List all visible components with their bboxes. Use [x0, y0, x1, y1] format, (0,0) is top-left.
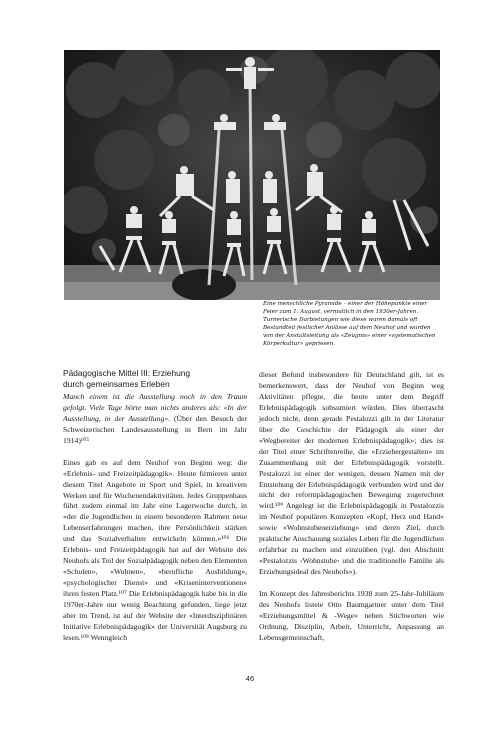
section-heading-line: durch gemeinsames Erleben	[63, 378, 170, 389]
human-pyramid-photo	[64, 50, 440, 300]
caption-line: Turnerische Darbietungen wie diese waren damals oft	[263, 317, 418, 324]
caption-line: Feier zum 1. August, vermutlich in den 1930er-Jahren.	[263, 309, 419, 316]
section-heading	[63, 368, 247, 389]
intro-quote-text: Traum gefolgt. Viele Tage hörte man nichts anderes als: «In der Ausstellung, in der Ausstellung».	[63, 392, 248, 423]
caption-line: von der Anstaltsleitung als «Zeugnis» einer «systematischen	[263, 333, 436, 340]
figure-caption	[263, 300, 443, 349]
intro-source: (Über den Besuch der Schweizerischen Landesausstellung in Bern im Jahr 1914)¹⁰⁵	[63, 413, 247, 445]
caption-line: Eine menschliche Pyramide – einer der Höhepunkte einer	[263, 301, 428, 307]
body-paragraph: Eines gab es auf dem Neuhof von Beginn weg: die «Erlebnis- und Freizeitpädagogik». Heute firmieren unter diesem Titel Angebote in Sport und Spiel, in kreativem Werken und für Wochenendaktivitäten. Jedes Gruppenhaus führt zudem einmal im Jahr eine Lagerwoche durch, in «der die Jugendlichen in einem besonderen Rahmen neue Lebenserfahrungen machen, ihre Persönlichkeit stärken und das Sozialverhalten entwickeln können.»¹⁰⁶ Die Erlebnis- und Freizeitpädagogik hat auf der Website des Neuhofs als Teil der Sozialpädagogik neben den Elementen «Schulen», «Wohnen», «berufliche Ausbildung», «psychologischer Dienst» und «Kriseninterventionen» ihren festen Platz.¹⁰⁷ Die Erlebnispädagogik habe bis in die 1970er-Jahre nur wenig Beachtung gefunden, liege jetzt aber im Trend, ist auf der Website der «Interdisziplinären Initiative Erlebnispädagogik» der Universität Augsburg zu lesen.¹⁰⁸ Wenngleich	[63, 457, 247, 642]
body-paragraph: Im Konzept des Jahresberichts 1938 zum 25-Jahr-Jubiläum des Neuhofs listete Otto Baumgartner unter dem Titel «Erziehungsmittel & -Wege» neben Stichworten wie Ordnung, Disziplin, Arbeit, Unterricht, Anpassung an Lebensgemeinschaft,	[259, 589, 444, 642]
photo-image	[64, 50, 440, 300]
caption-line: Bestandteil festlicher Anlässe auf dem Neuhof und wurden	[263, 325, 431, 332]
right-column	[259, 370, 444, 644]
left-column	[63, 392, 247, 644]
caption-line: Körperkultur» gepriesen.	[263, 341, 335, 348]
page-number: 46	[245, 674, 255, 683]
section-heading-line: Pädagogische Mittel III: Erziehung	[63, 368, 191, 378]
intro-quote-text: Manch einem ist die Ausstellung noch in den	[63, 392, 222, 401]
intro-quote	[63, 392, 247, 447]
body-paragraph: dieser Befund insbesondere für Deutschland gilt, ist es bemerkenswert, dass der Neuhof von Beginn weg Aktivitäten pflegte, die heute unter dem Begriff Erlebnispädagogik subsumiert würden. Dies überrascht jedoch nicht, denn gerade Pestalozzi gilt in der Literatur über die Geschichte der Pädagogik als einer der «Wegbereiter der modernen Erlebnispädagogik»; dies ist der Titel einer Schriftenreihe, die «Erziehergestalten» im Zusammenhang mit der Erlebnispädagogik vorstellt. Pestalozzi ist einer der wenigen, dessen Namen mit der Entstehung der Erlebnispädagogik verbunden wird und der nicht der reformpädagogischen Bewegung zugerechnet wird.¹⁰⁹ Angelegt ist die Erlebnispädagogik in Pestalozzis im Neuhof populären Konzepten «Kopf, Herz und Hand» sowie «Wohnstubenerziehung» und deren Ziel, durch praktische Anschauung soziales Leben für die Jugendlichen erfahrbar zu machen und einzuüben (vgl. den Abschnitt «Pestalozzis ‹Wohnstube› und die traditionelle Familie als Erziehungsideal des Neuhofs»).	[259, 370, 444, 577]
